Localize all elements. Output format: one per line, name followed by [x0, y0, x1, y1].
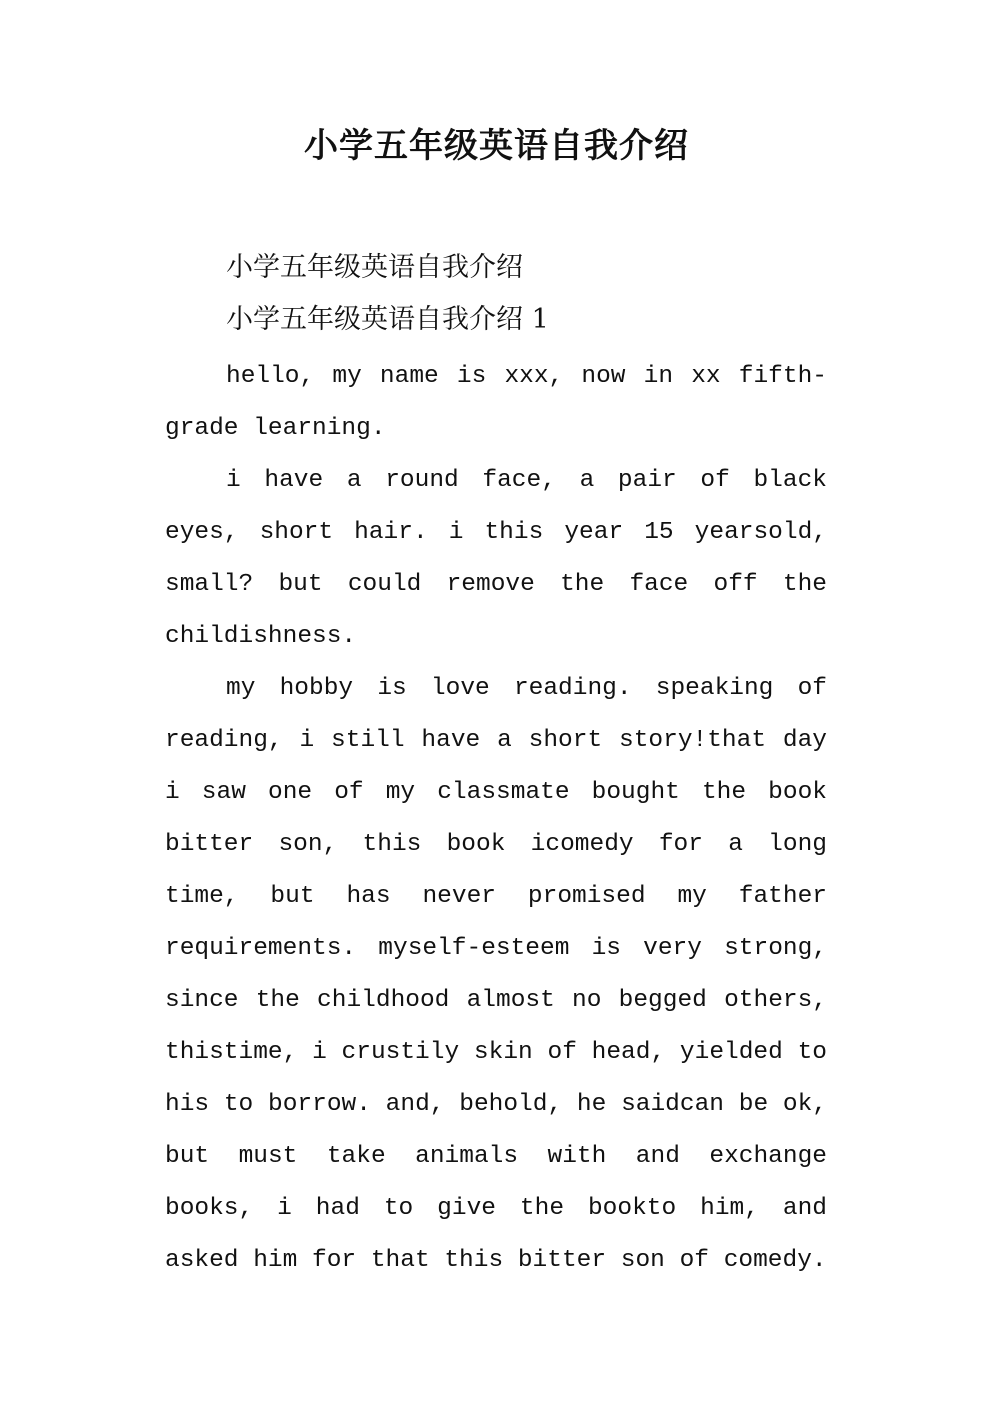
paragraph-appearance: i have a round face, a pair of black eyes, short hair. i this year 15 yearsold, small? but could remove the face off the childishness.: [165, 467, 827, 650]
document-body: [165, 351, 827, 1287]
paragraph-intro: hello, my name is xxx, now in xx fifth-grade learning.: [165, 363, 827, 442]
subheading: 小学五年级英语自我介绍: [226, 252, 523, 283]
page-title: 小学五年级英语自我介绍: [304, 126, 689, 166]
section-title: 小学五年级英语自我介绍 1: [226, 304, 549, 335]
paragraph-hobby: my hobby is love reading. speaking of reading, i still have a short story!that day i saw one of my classmate bought the book bitter son, this book icomedy for a long time, but has never promised my father requirements. myself-esteem is very strong, since the childhood almost no begged others, thistime, i crustily skin of head, yielded to his to borrow. and, behold, he saidcan be ok, but must take animals with and exchange books, i had to give the bookto him, and asked him for that this bitter son of comedy.: [165, 675, 827, 1274]
